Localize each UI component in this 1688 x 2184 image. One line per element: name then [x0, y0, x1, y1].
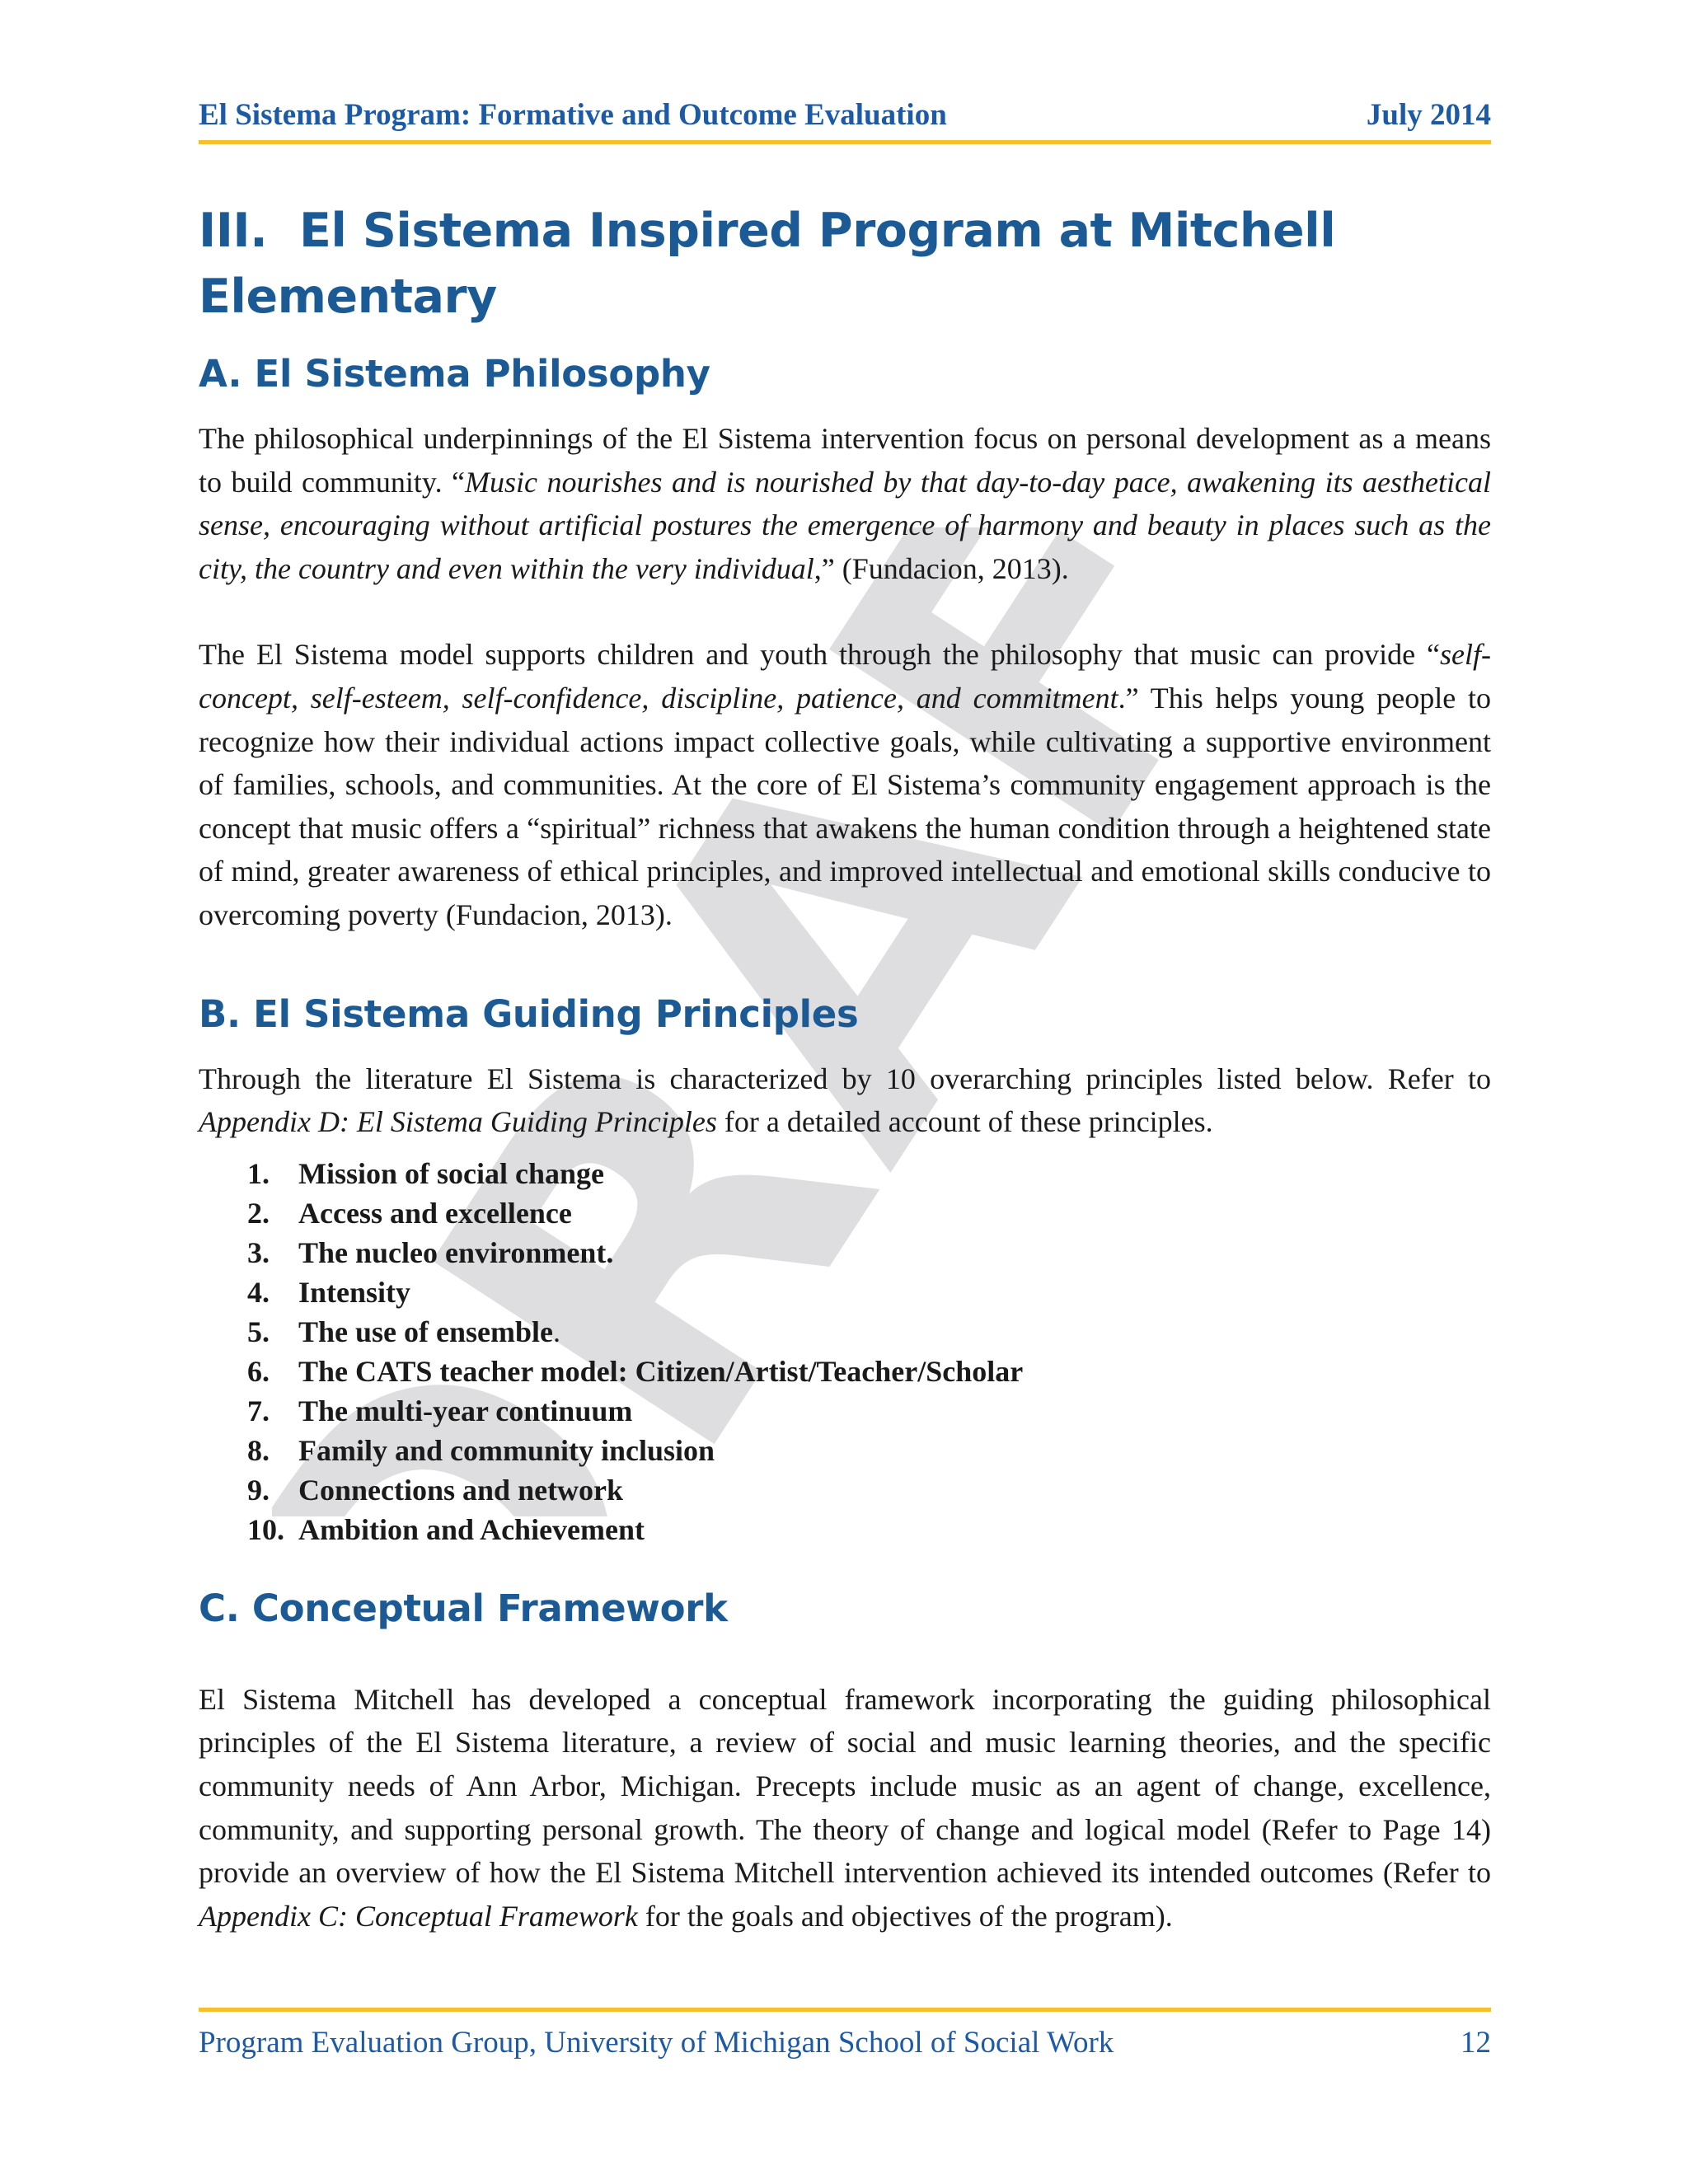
page-number: 12	[1461, 2026, 1491, 2060]
section-number: III.	[199, 204, 268, 258]
header-date: July 2014	[1366, 98, 1491, 132]
framework-heading: C. Conceptual Framework	[199, 1586, 728, 1630]
list-item: 9. Connections and network	[247, 1473, 624, 1507]
list-item: 8. Family and community inclusion	[247, 1433, 715, 1467]
page-content	[199, 198, 1491, 1938]
principles-heading: B. El Sistema Guiding Principles	[199, 991, 859, 1036]
header-title: El Sistema Program: Formative and Outcome Evaluation	[199, 98, 947, 132]
list-item: 5. The use of ensemble.	[247, 1315, 560, 1348]
philosophy-heading: A. El Sistema Philosophy	[199, 352, 710, 396]
list-item: 10. Ambition and Achievement	[247, 1512, 645, 1546]
list-item: 3. The nucleo environment.	[247, 1235, 614, 1269]
framework-paragraph: El Sistema Mitchell has developed a conceptual framework incorporating the guiding philosophical principles of the El Sistema literature, a review of social and music learning theories, and the specific community needs of Ann Arbor, Michigan. Precepts include music as an agent of change, excellence, community, and supporting personal growth. The theory of change and logical model (Refer to Page 14) provide an overview of how the El Sistema Mitchell intervention achieved its intended outcomes (Refer to Appendix C: Conceptual Framework for the goals and objectives of the program).	[199, 1682, 1491, 1933]
philosophy-paragraph-1: The philosophical underpinnings of the El Sistema intervention focus on personal development as a means to build community. “Music nourishes and is nourished by that day-to-day pace, awakening its aesthetical sense, encouraging without artificial postures the emergence of harmony and beauty in places such as the city, the country and even within the very individual,” (Fundacion, 2013).	[199, 422, 1492, 585]
principles-intro: Through the literature El Sistema is characterized by 10 overarching principles listed below. Refer to Appendix D: El Sistema Guiding Principles for a detailed account of these principles.	[199, 1062, 1491, 1139]
list-item: 4. Intensity	[247, 1275, 411, 1309]
list-item: 6. The CATS teacher model: Citizen/Artist/Teacher/Scholar	[247, 1354, 1024, 1388]
list-item: 1. Mission of social change	[247, 1156, 605, 1190]
list-item: 7. The multi-year continuum	[247, 1394, 633, 1427]
philosophy-paragraph-2: The El Sistema model supports children and youth through the philosophy that music can provide “self-concept, self-esteem, self-confidence, discipline, patience, and commitment.” This helps young people to recognize how their individual actions impact collective goals, while cultivating a supportive environment of families, schools, and communities. At the core of El Sistema’s community engagement approach is the concept that music offers a “spiritual” richness that awakens the human condition through a heightened state of mind, greater awareness of ethical principles, and improved intellectual and emotional skills conducive to overcoming poverty (Fundacion, 2013).	[199, 638, 1492, 931]
section-title	[199, 198, 1491, 330]
principles-list	[199, 1154, 1491, 1549]
page-header	[199, 97, 1491, 144]
section-title-text: El Sistema Inspired Program at Mitchell Elementary	[199, 204, 1336, 324]
list-item: 2. Access and excellence	[247, 1196, 572, 1230]
page-footer	[199, 2008, 1491, 2086]
watermark-text: DRAFT	[272, 527, 1508, 1516]
footer-text: Program Evaluation Group, University of Michigan School of Social Work	[199, 2026, 1114, 2060]
